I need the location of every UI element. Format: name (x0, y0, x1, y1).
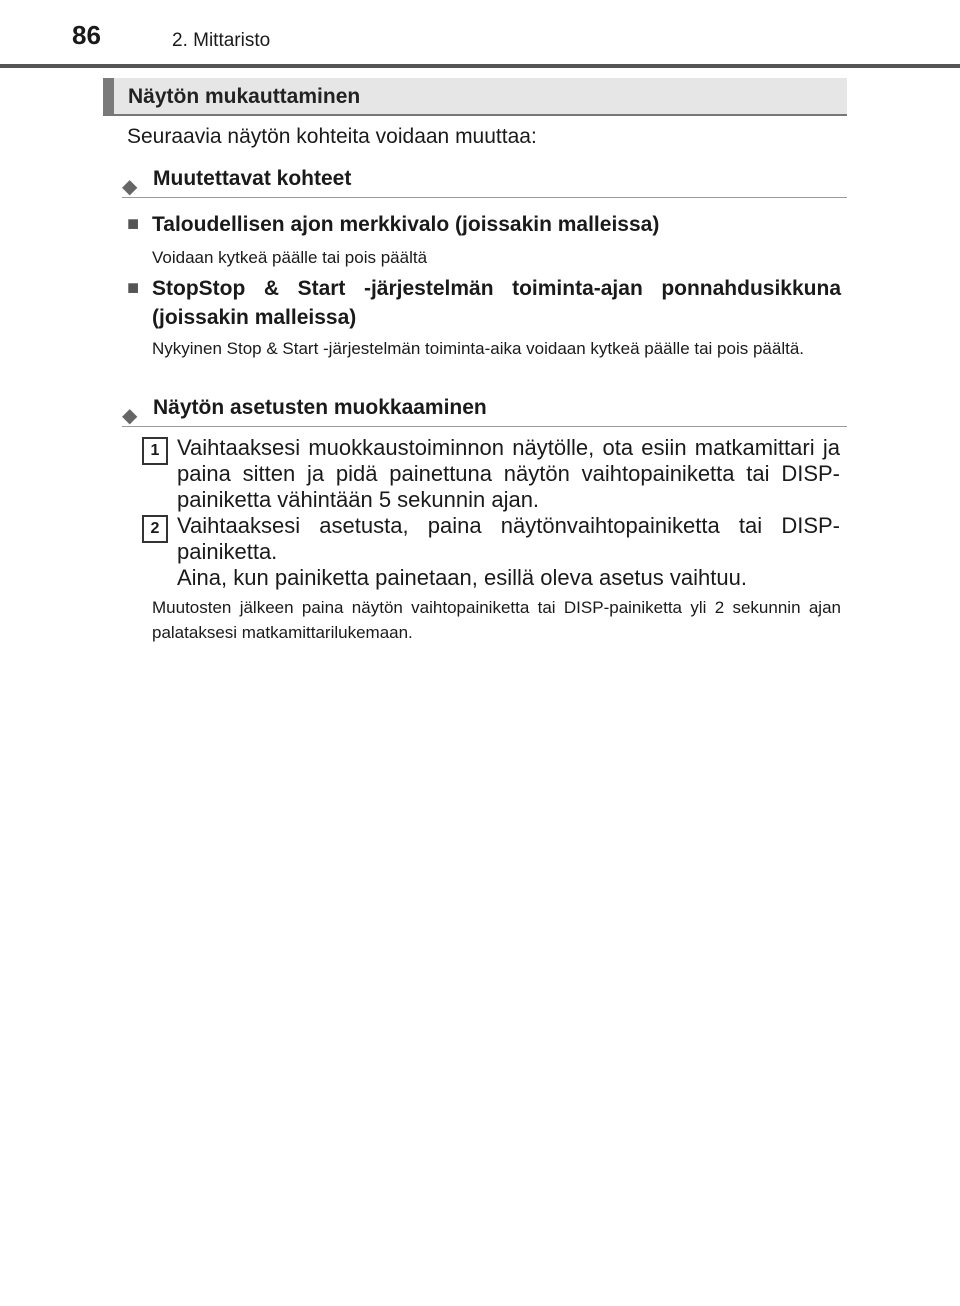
square-bullet-icon: ■ (127, 213, 140, 235)
item-heading-stop-start-popup (127, 274, 841, 332)
item-description: Voidaan kytkeä päälle tai pois päältä (152, 248, 428, 267)
subheading-changeable-items (122, 167, 847, 198)
section-title-bar (103, 78, 847, 116)
subheading-edit-settings (122, 396, 847, 427)
step-2 (142, 513, 840, 591)
page-number: 86 (72, 20, 101, 50)
subheading-text: Muutettavat kohteet (153, 167, 352, 190)
section-intro: Seuraavia näytön kohteita voidaan muuttaa: (127, 125, 537, 148)
item-heading-text: Taloudellisen ajon merkkivalo (joissakin malleissa) (152, 213, 660, 236)
subheading-text: Näytön asetusten muokkaaminen (153, 396, 487, 419)
step-number-badge: 2 (142, 515, 168, 543)
section-title: Näytön mukauttaminen (128, 85, 361, 108)
item-heading-eco-indicator (127, 210, 841, 239)
item-description: Nykyinen Stop & Start -järjestelmän toiminta-aika voidaan kytkeä päälle tai pois päältä. (152, 339, 805, 358)
note-text: Muutosten jälkeen paina näytön vaihtopainiketta tai DISP-painiketta yli 2 sekunnin ajan palataksesi matkamittarilukemaan. (152, 598, 841, 642)
step-number-badge: 1 (142, 437, 168, 465)
step-text-line: Vaihtaaksesi asetusta, paina näytönvaihtopainiketta tai DISP-painiketta. (177, 513, 840, 564)
section-bar-accent (103, 78, 114, 114)
step-text (177, 513, 840, 591)
chapter-title: 2. Mittaristo (172, 30, 271, 51)
step-text: Vaihtaaksesi muokkaustoiminnon näytölle, ota esiin matkamittari ja paina sitten ja pidä painettuna näytön vaihtopainiketta tai DISP-painiketta vähintään 5 sekunnin ajan. (177, 435, 840, 512)
header-divider (0, 64, 960, 68)
diamond-bullet-icon: ◆ (122, 405, 138, 427)
diamond-bullet-icon: ◆ (122, 176, 138, 198)
step-text-line: Aina, kun painiketta painetaan, esillä oleva asetus vaihtuu. (177, 565, 747, 590)
item-heading-text: StopStop & Start -järjestelmän toiminta-ajan ponnahdusikkuna (joissakin malleissa) (152, 277, 841, 329)
step-1 (142, 435, 840, 513)
square-bullet-icon: ■ (127, 277, 140, 299)
